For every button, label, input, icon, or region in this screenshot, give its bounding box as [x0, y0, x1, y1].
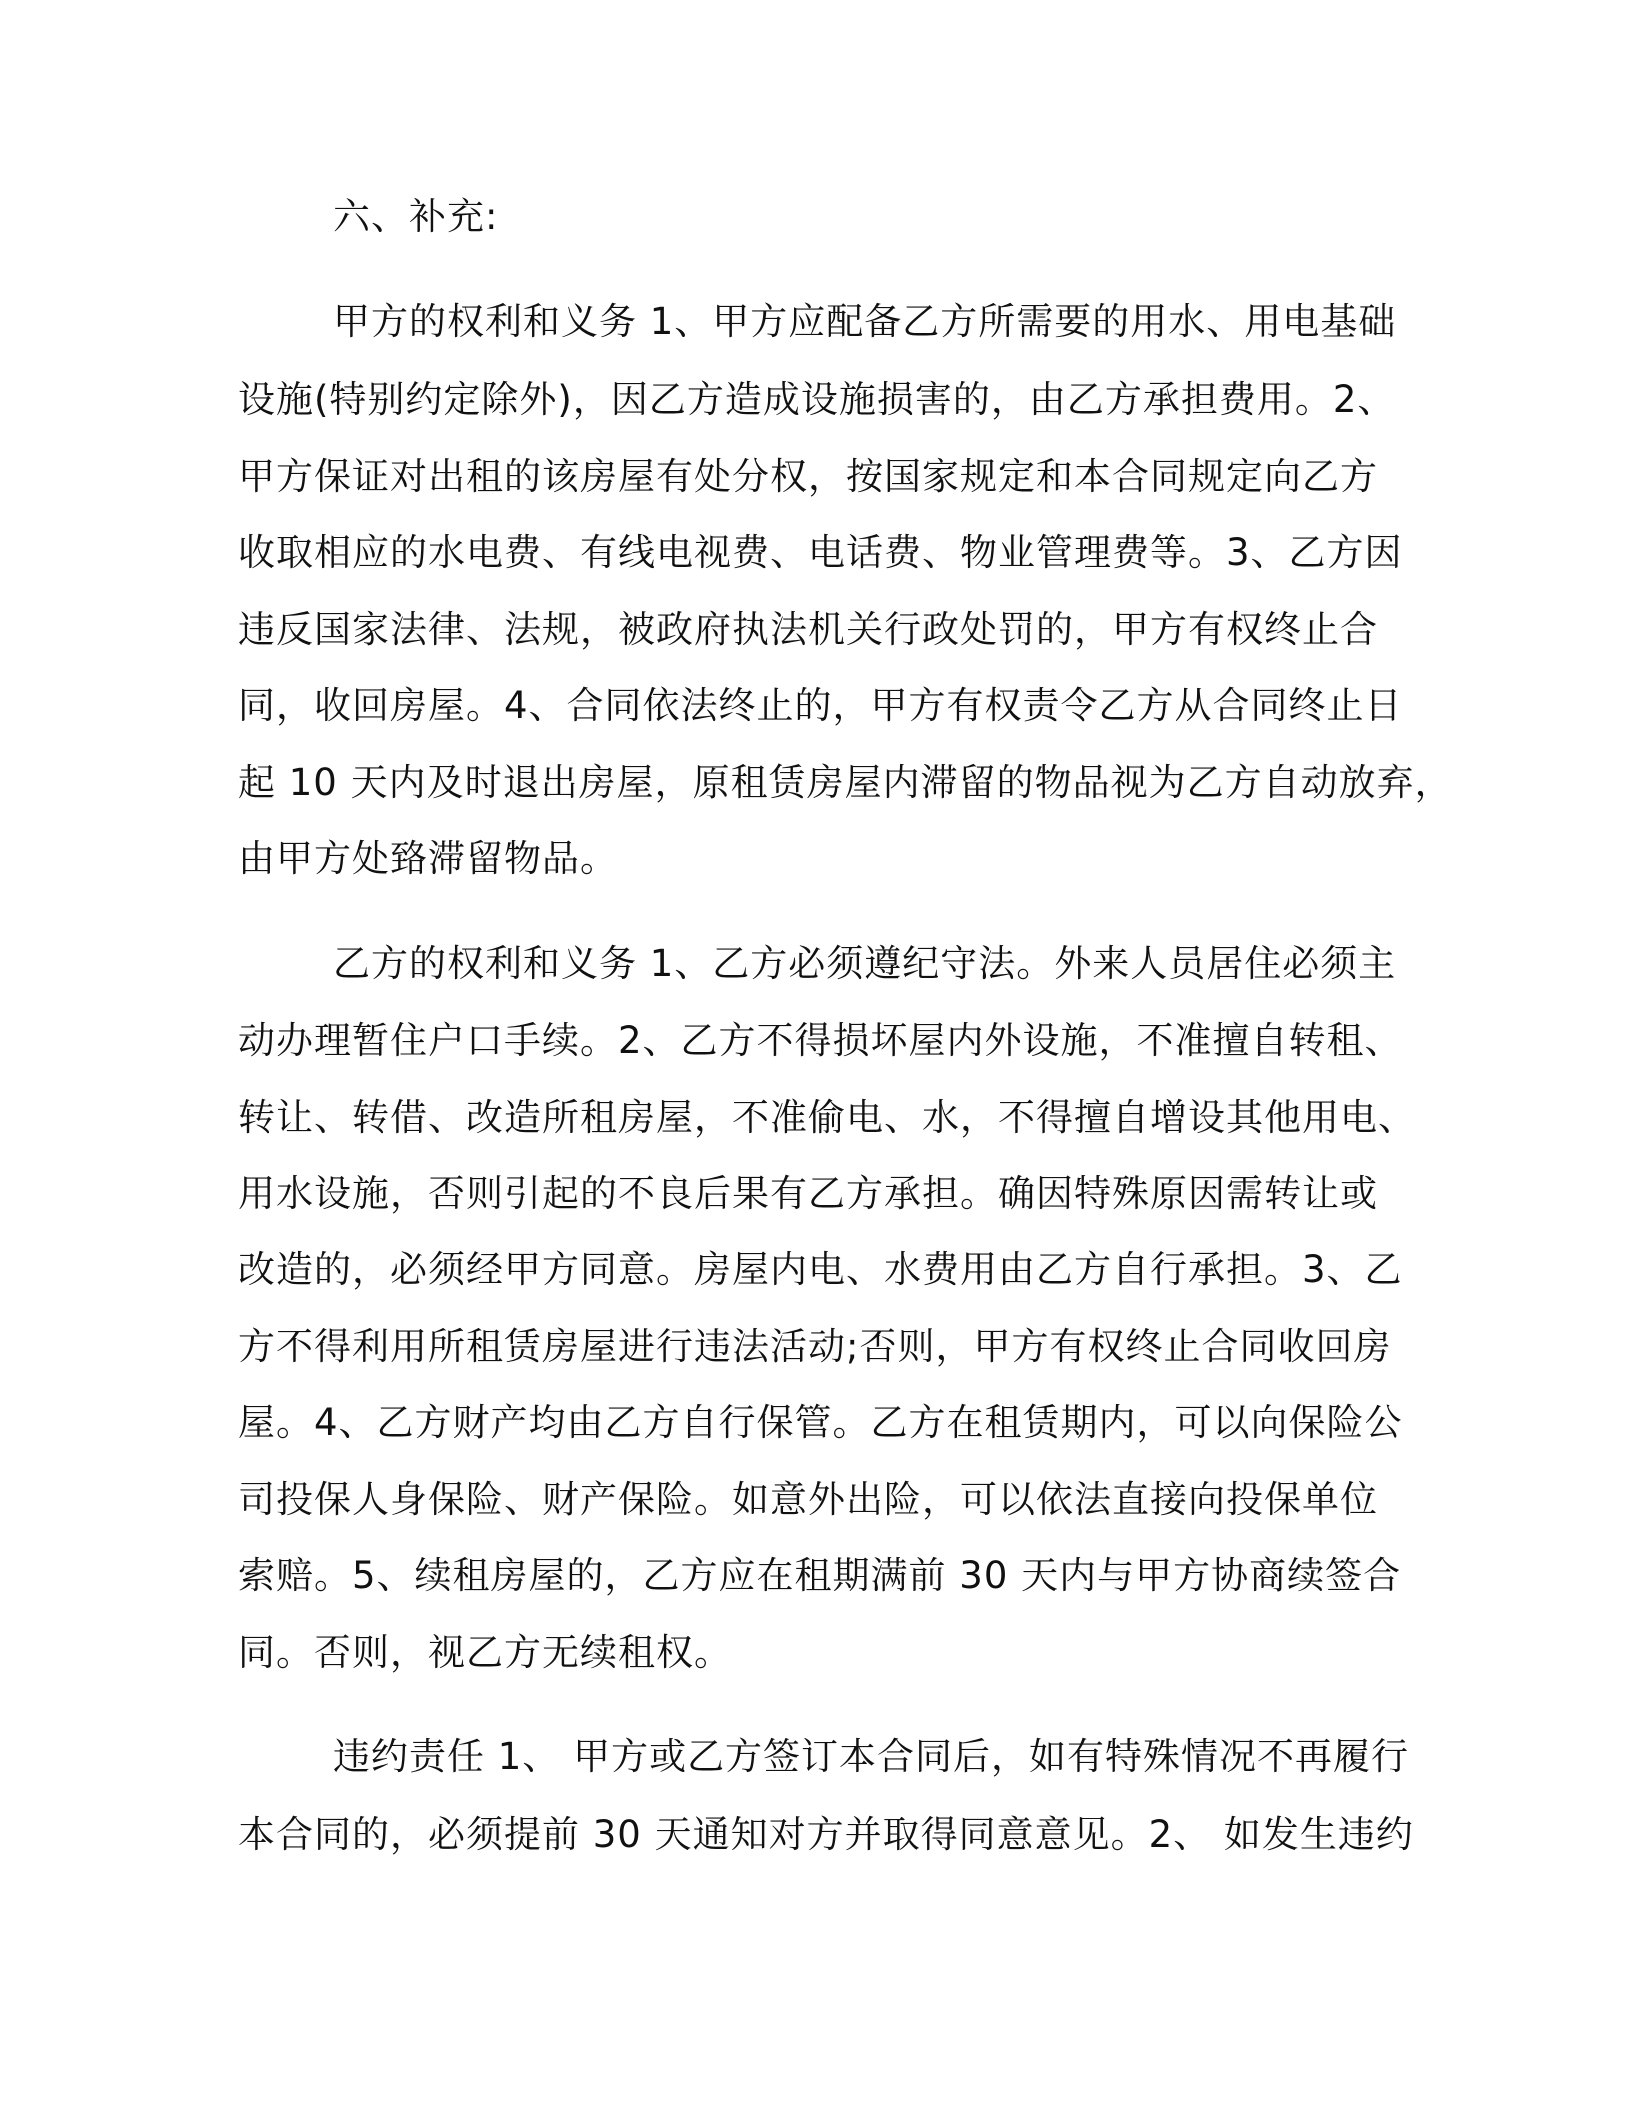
party-b-line: 改造的，必须经甲方同意。房屋内电、水费用由乙方自行承担。3、乙 [238, 1248, 1403, 1291]
party-b-line: 用水设施，否则引起的不良后果有乙方承担。确因特殊原因需转让或 [238, 1172, 1378, 1215]
party-a-line: 设施(特别约定除外)，因乙方造成设施损害的，由乙方承担费用。2、 [238, 378, 1396, 421]
party-a-line: 违反国家法律、法规，被政府执法机关行政处罚的，甲方有权终止合 [238, 608, 1378, 651]
party-a-line: 甲方的权利和义务 1、甲方应配备乙方所需要的用水、用电基础 [333, 300, 1397, 343]
party-b-line: 动办理暂住户口手续。2、乙方不得损坏屋内外设施，不准擅自转租、 [238, 1019, 1403, 1062]
party-b-line: 转让、转借、改造所租房屋，不准偷电、水，不得擅自增设其他用电、 [238, 1096, 1416, 1139]
party-b-line: 乙方的权利和义务 1、乙方必须遵纪守法。外来人员居住必须主 [333, 942, 1397, 985]
breach-line: 本合同的，必须提前 30 天通知对方并取得同意意见。2、 如发生违约 [238, 1813, 1414, 1856]
party-a-line: 由甲方处臵滞留物品。 [238, 837, 618, 880]
party-b-line: 方不得利用所租赁房屋进行违法活动;否则，甲方有权终止合同收回房 [238, 1325, 1392, 1368]
party-b-line: 屋。4、乙方财产均由乙方自行保管。乙方在租赁期内，可以向保险公 [238, 1401, 1403, 1444]
party-a-line: 甲方保证对出租的该房屋有处分权，按国家规定和本合同规定向乙方 [238, 455, 1378, 498]
breach-line: 违约责任 1、 甲方或乙方签订本合同后，如有特殊情况不再履行 [333, 1735, 1410, 1778]
party-b-line: 索赔。5、续租房屋的，乙方应在租期满前 30 天内与甲方协商续签合 [238, 1554, 1402, 1597]
party-a-line: 起 10 天内及时退出房屋，原租赁房屋内滞留的物品视为乙方自动放弃， [238, 761, 1453, 804]
party-b-line: 司投保人身保险、财产保险。如意外出险，可以依法直接向投保单位 [238, 1478, 1378, 1521]
party-b-line: 同。否则，视乙方无续租权。 [238, 1631, 732, 1674]
party-a-line: 收取相应的水电费、有线电视费、电话费、物业管理费等。3、乙方因 [238, 531, 1403, 574]
section-heading: 六、补充: [333, 195, 499, 238]
party-a-line: 同，收回房屋。4、合同依法终止的，甲方有权责令乙方从合同终止日 [238, 684, 1403, 727]
